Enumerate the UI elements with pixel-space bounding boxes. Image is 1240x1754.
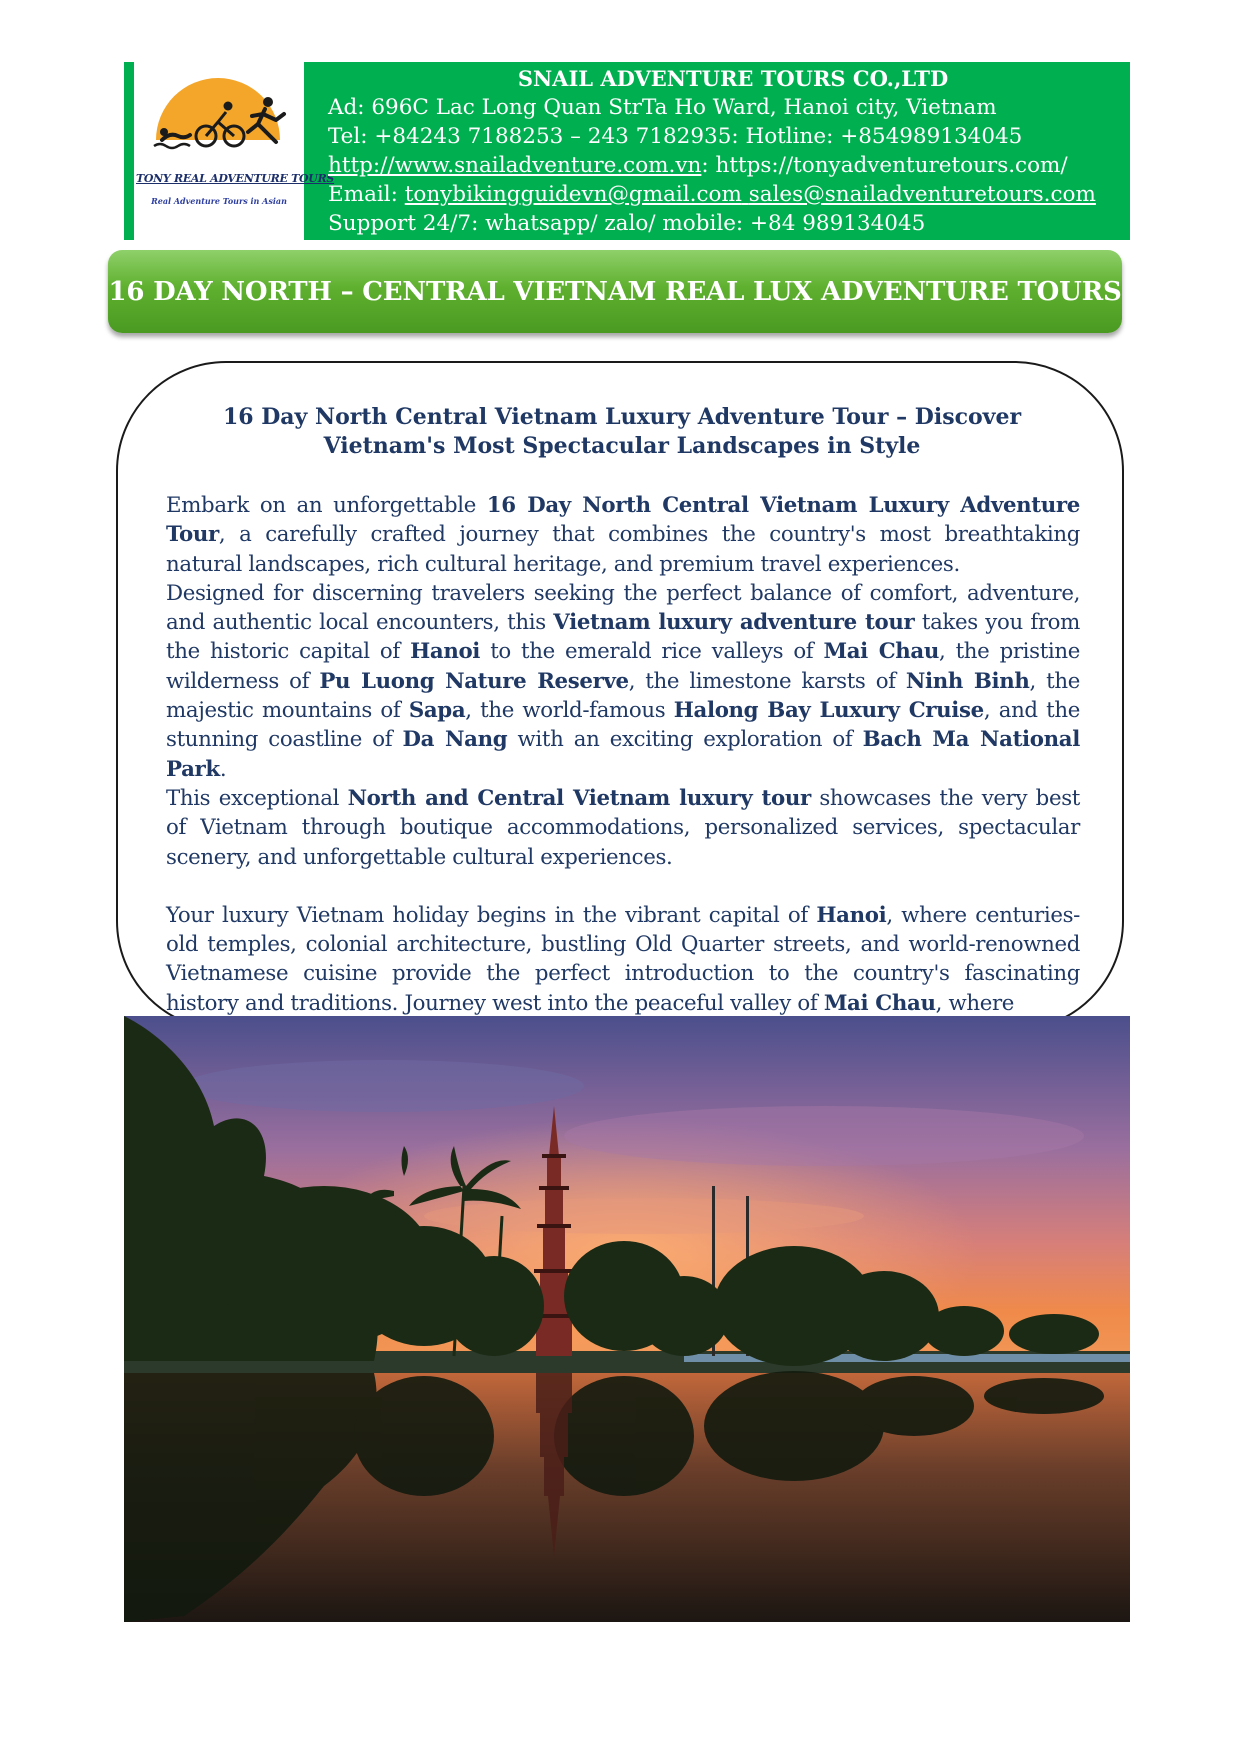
email-line xyxy=(328,180,1128,209)
email-link-1[interactable]: tonybikingguidevn@gmail.com xyxy=(404,182,742,207)
paragraph-3: This exceptional North and Central Vietnam luxury tour showcases the very best of Vietnam through boutique accommodations, personalized services, spectacular scenery, and unforgettable cultural experiences. xyxy=(166,785,1080,870)
tran-quoc-pagoda-photo xyxy=(124,1016,1130,1622)
paragraph-4: Your luxury Vietnam holiday begins in the vibrant capital of Hanoi, where centuries-old temples, colonial architecture, bustling Old Quarter streets, and world-renowned Vietnamese cuisine provide the perfect introduction to the country's fascinating history and traditions. Journey west into the peaceful valley of Mai Chau, where xyxy=(166,902,1080,1016)
support-line: Support 24/7: whatsapp/ zalo/ mobile: +84 989134045 xyxy=(328,211,926,236)
email-link-2[interactable]: sales@snailadventuretours.com xyxy=(748,182,1096,207)
company-logo xyxy=(134,62,335,240)
logo-tagline: Real Adventure Tours in Asian xyxy=(151,196,287,206)
website-line xyxy=(328,151,1128,180)
email-label: Email: xyxy=(328,182,405,207)
website-link-2[interactable]: https://tonyadventuretours.com/ xyxy=(715,153,1068,178)
company-name: SNAIL ADVENTURE TOURS CO.,LTD xyxy=(517,66,949,91)
logo-emblem xyxy=(134,62,335,240)
phone-line: Tel: +84243 7188253 – 243 7182935: Hotline: +854989134045 xyxy=(328,124,1023,149)
paragraph-2: Designed for discerning travelers seeking the perfect balance of comfort, adventure, and authentic local encounters, this Vietnam luxury adventure tour takes you from the historic capital of Hanoi to the emerald rice valleys of Mai Chau, the pristine wilderness of Pu Luong Nature Reserve, the limestone karsts of Ninh Binh, the majestic mountains of Sapa, the world-famous Halong Bay Luxury Cruise, and the stunning coastline of Da Nang with an exciting exploration of Bach Ma National Park. xyxy=(166,580,1081,782)
address-line: Ad: 696C Lac Long Quan StrTa Ho Ward, Hanoi city, Vietnam xyxy=(328,95,997,120)
paragraph-1: Embark on an unforgettable 16 Day North Central Vietnam Luxury Adventure Tour, a carefully crafted journey that combines the country's most breathtaking natural landscapes, rich cultural heritage, and premium travel experiences. xyxy=(166,493,1080,577)
intro-heading: 16 Day North Central Vietnam Luxury Adventure Tour – Discover Vietnam's Most Spectacular Landscapes in Style xyxy=(222,404,1022,459)
website-separator: : xyxy=(701,153,716,178)
intro-text-box xyxy=(116,361,1124,1031)
logo-title: TONY REAL ADVENTURE TOURS xyxy=(136,172,335,185)
contact-block xyxy=(328,64,1128,238)
tour-title: 16 DAY NORTH – CENTRAL VIETNAM REAL LUX ADVENTURE TOURS xyxy=(108,276,1122,307)
tour-title-banner xyxy=(108,250,1122,333)
company-header xyxy=(124,62,1130,240)
sunset-pagoda-image xyxy=(124,1016,1130,1622)
website-link-1[interactable]: http://www.snailadventure.com.vn xyxy=(328,153,702,178)
intro-body xyxy=(166,491,1080,1018)
